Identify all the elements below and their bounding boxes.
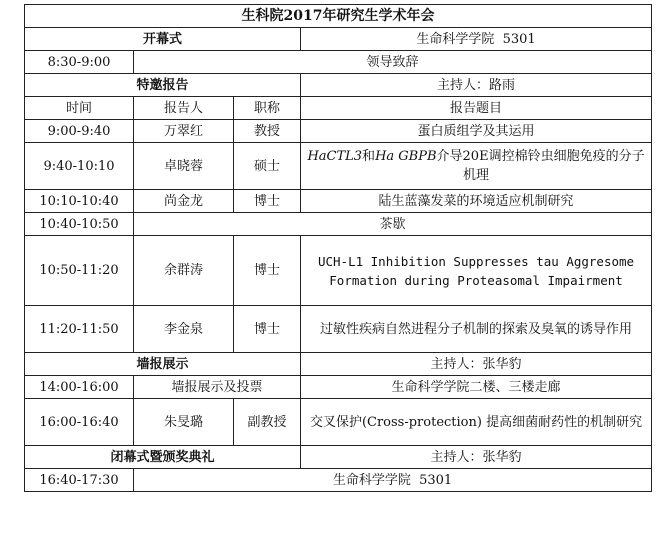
talk-time: 9:00-9:40 — [25, 120, 134, 143]
talk-row — [25, 306, 652, 353]
opening-location: 生命科学学院 5301 — [301, 28, 652, 51]
talk-rank: 教授 — [234, 120, 301, 143]
topic-gene-1: HaCTL3 — [307, 149, 363, 164]
talk-speaker: 李金泉 — [134, 306, 234, 353]
col-time: 时间 — [25, 97, 134, 120]
talk-topic: 交叉保护(Cross-protection) 提高细菌耐药性的机制研究 — [301, 399, 652, 446]
talk-time: 10:50-11:20 — [25, 236, 134, 306]
talk-row — [25, 190, 652, 213]
closing-heading: 闭幕式暨颁奖典礼 — [25, 446, 301, 469]
talk-time: 16:00-16:40 — [25, 399, 134, 446]
talk-speaker: 余群涛 — [134, 236, 234, 306]
closing-location: 生命科学学院 5301 — [134, 469, 652, 492]
talk-topic: 陆生蓝藻发菜的环境适应机制研究 — [301, 190, 652, 213]
poster-host: 主持人：张华豹 — [301, 353, 652, 376]
talk-row — [25, 120, 652, 143]
topic-rest: 介导20E调控棉铃虫细胞免疫的分子机理 — [436, 149, 645, 183]
col-topic: 报告题目 — [301, 97, 652, 120]
talk-topic: 蛋白质组学及其运用 — [301, 120, 652, 143]
opening-header-row — [25, 28, 652, 51]
invited-heading: 特邀报告 — [25, 74, 301, 97]
break-row — [25, 213, 652, 236]
topic-conjunction: 和 — [362, 149, 376, 164]
poster-location: 生命科学学院二楼、三楼走廊 — [301, 376, 652, 399]
schedule-sheet — [24, 4, 652, 492]
talk-row — [25, 399, 652, 446]
closing-row — [25, 469, 652, 492]
talk-topic — [301, 143, 652, 190]
talk-time: 10:10-10:40 — [25, 190, 134, 213]
break-time: 10:40-10:50 — [25, 213, 134, 236]
talk-speaker: 朱旻璐 — [134, 399, 234, 446]
talk-time: 9:40-10:10 — [25, 143, 134, 190]
closing-header-row — [25, 446, 652, 469]
title-row — [25, 5, 652, 28]
col-speaker: 报告人 — [134, 97, 234, 120]
topic-gene-2: Ha GBPB — [375, 149, 437, 164]
poster-heading: 墙报展示 — [25, 353, 301, 376]
poster-row — [25, 376, 652, 399]
talk-rank: 硕士 — [234, 143, 301, 190]
closing-time: 16:40-17:30 — [25, 469, 134, 492]
talk-rank: 博士 — [234, 306, 301, 353]
schedule-table — [24, 4, 652, 492]
talk-topic: 过敏性疾病自然进程分子机制的探索及臭氧的诱导作用 — [301, 306, 652, 353]
talk-time: 11:20-11:50 — [25, 306, 134, 353]
talk-topic: UCH-L1 Inhibition Suppresses tau Aggresome Formation during Proteasomal Impairment — [301, 236, 652, 306]
invited-header-row — [25, 74, 652, 97]
talk-speaker: 万翠红 — [134, 120, 234, 143]
invited-host: 主持人：路雨 — [301, 74, 652, 97]
talk-rank: 博士 — [234, 236, 301, 306]
opening-heading: 开幕式 — [25, 28, 301, 51]
closing-host: 主持人：张华豹 — [301, 446, 652, 469]
poster-activity: 墙报展示及投票 — [134, 376, 301, 399]
talk-row — [25, 236, 652, 306]
talk-row — [25, 143, 652, 190]
break-label: 茶歇 — [134, 213, 652, 236]
opening-time: 8:30-9:00 — [25, 51, 134, 74]
talk-speaker: 尚金龙 — [134, 190, 234, 213]
opening-row — [25, 51, 652, 74]
page-title: 生科院2017年研究生学术年会 — [25, 5, 652, 28]
poster-header-row — [25, 353, 652, 376]
column-header-row — [25, 97, 652, 120]
opening-activity: 领导致辞 — [134, 51, 652, 74]
talk-rank: 博士 — [234, 190, 301, 213]
talk-speaker: 卓晓蓉 — [134, 143, 234, 190]
poster-time: 14:00-16:00 — [25, 376, 134, 399]
talk-rank: 副教授 — [234, 399, 301, 446]
col-rank: 职称 — [234, 97, 301, 120]
